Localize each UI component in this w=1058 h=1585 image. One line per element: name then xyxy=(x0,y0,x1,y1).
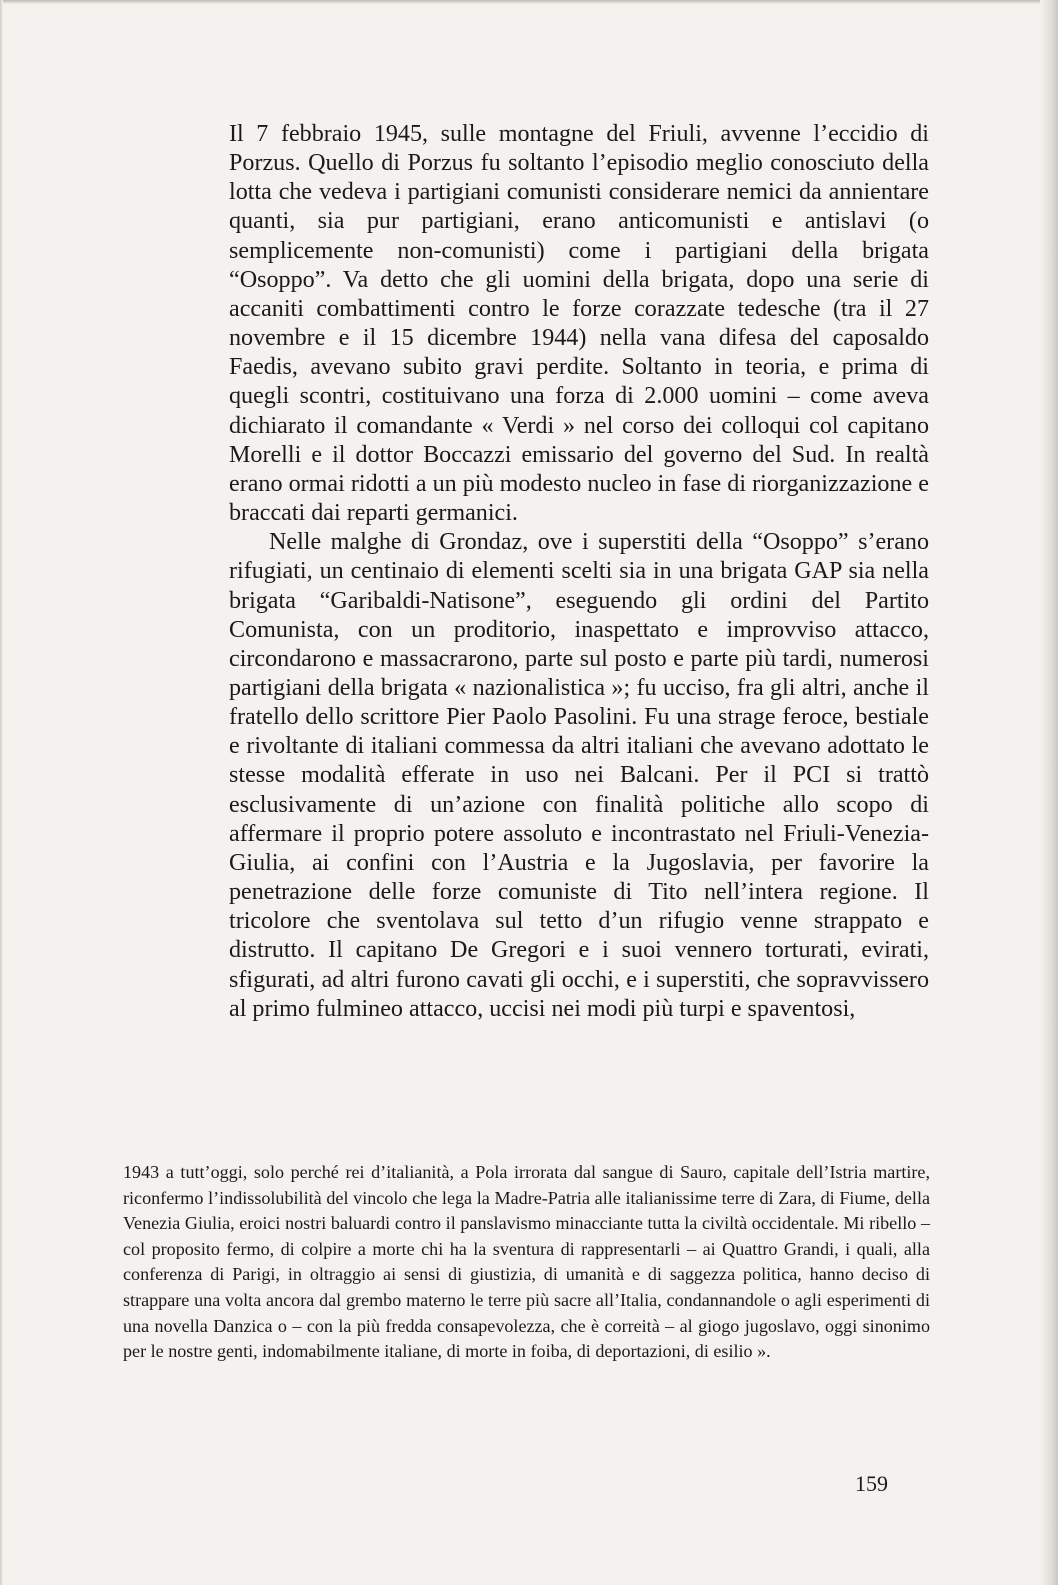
page-left-edge xyxy=(0,0,3,1585)
paragraph-grondaz-attack: Nelle malghe di Grondaz, ove i superstiti della “Osoppo” s’erano rifugiati, un centinaio di elementi scelti sia in una brigata GAP sia nella brigata “Garibaldi-Natisone”, eseguendo gli ordini del Partito Comunista, con un proditorio, inaspettato e improvviso attacco, circondarono e massacrarono, parte sul posto e parte più tardi, numerosi partigiani della brigata « nazionalistica »; fu ucciso, fra gli altri, anche il fratello dello scrittore Pier Paolo Pasolini. Fu una strage feroce, bestiale e rivoltante di italiani commessa da altri italiani che avevano adottato le stesse modalità efferate in uso nei Balcani. Per il PCI si trattò esclusivamente di un’azione con finalità politiche allo scopo di affermare il proprio potere assoluto e incontrastato nel Friuli-Venezia-Giulia, ai confini con l’Austria e la Jugoslavia, per favorire la penetrazione delle forze comuniste di Tito nell’intera regione. Il tricolore che sventolava sul tetto d’un rifugio venne strappato e distrutto. Il capitano De Gregori e i suoi vennero torturati, evirati, sfigurati, ad altri furono cavati gli occhi, e i superstiti, che sopravvissero al primo fulmineo attacco, uccisi nei modi più turpi e spaventosi, xyxy=(229,529,929,1022)
page-top-edge xyxy=(0,0,1058,4)
page-number: 159 xyxy=(855,1471,888,1496)
body-text xyxy=(229,120,929,1024)
footnote: 1943 a tutt’oggi, solo perché rei d’italianità, a Pola irrorata dal sangue di Sauro, capitale dell’Istria martire, riconfermo l’indissolubilità del vincolo che lega la Madre-Patria alle italianissime terre di Zara, di Fiume, della Venezia Giulia, eroici nostri baluardi contro il panslavismo minacciante tutta la civiltà occidentale. Mi ribello – col proposito fermo, di colpire a morte chi ha la sventura di rappresentarli – ai Quattro Grandi, i quali, alla conferenza di Parigi, in oltraggio ai sensi di giustizia, di umanità e di saggezza politica, hanno deciso di strappare una volta ancora dal grembo materno le terre più sacre all’Italia, condannandole o agli esperimenti di una novella Danzica o – con la più fredda consapevolezza, che è correità – al giogo jugoslavo, oggi sinonimo per le nostre genti, indomabilmente italiane, di morte in foiba, di deportazioni, di esilio ». xyxy=(123,1162,930,1362)
paragraph-porzus-massacre: Il 7 febbraio 1945, sulle montagne del Friuli, avvenne l’eccidio di Porzus. Quello di Porzus fu soltanto l’episodio meglio conosciuto della lotta che vedeva i partigiani comunisti considerare nemici da annientare quanti, sia pur partigiani, erano anticomunisti e antislavi (o semplicemente non-comunisti) come i partigiani della brigata “Osoppo”. Va detto che gli uomini della brigata, dopo una serie di accaniti combattimenti contro le forze corazzate tedesche (tra il 27 novembre e il 15 dicembre 1944) nella vana difesa del caposaldo Faedis, avevano subito gravi perdite. Soltanto in teoria, e prima di quegli scontri, costituivano una forza di 2.000 uomini – come aveva dichiarato il comandante « Verdi » nel corso dei colloqui col capitano Morelli e il dottor Boccazzi emissario del governo del Sud. In realtà erano ormai ridotti a un più modesto nucleo in fase di riorganizzazione e braccati dai reparti germanici. xyxy=(229,121,929,527)
page-right-edge xyxy=(1040,0,1058,1585)
